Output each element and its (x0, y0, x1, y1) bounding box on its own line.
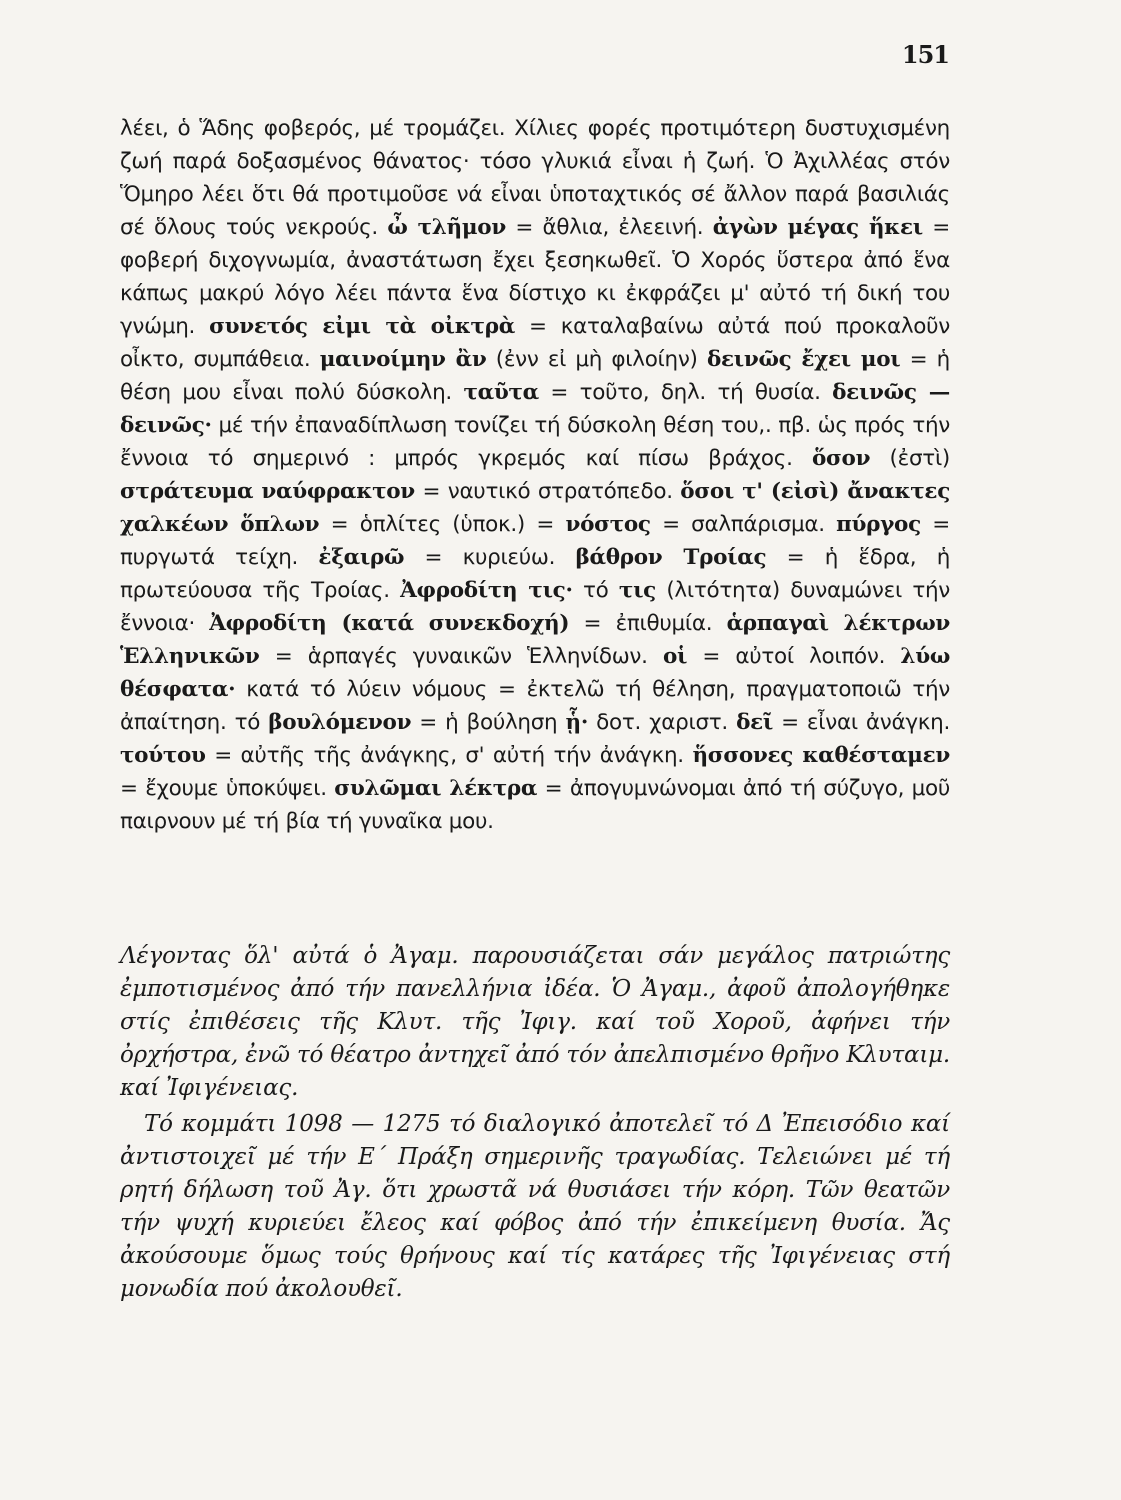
lemma-term: τις (618, 578, 656, 603)
gloss-text: = ἔχουμε ὑποκύψει. (120, 776, 335, 801)
lemma-term: βάθρον Τροίας (575, 545, 767, 570)
gloss-text: = αὐτοί λοιπόν. (687, 644, 901, 669)
gloss-text: (ἐνν εἰ μὴ φιλοίην) (486, 347, 707, 372)
lemma-term: ὅσοι τ' (εἰσὶ) ἄνακτες χαλκέων ὅπλων (120, 479, 950, 537)
gloss-text: τό (572, 578, 619, 603)
summary-paragraph-2: Τό κομμάτι 1098 — 1275 τό διαλογικό ἀποτελεῖ τό Δ Ἐπεισόδιο καί ἀντιστοιχεῖ μέ τήν Ε΄ Πράξη σημερινῆς τραγωδίας. Τελειώνει μέ τή ρητή δήλωση τοῦ Ἀγ. ὅτι χρωστᾶ νά θυσιάσει τήν κόρη. Τῶν θεατῶν τήν ψυχή κυριεύει ἔλεος καί φόβος ἀπό τήν ἐπικείμενη θυσία. Ἄς ἀκούσουμε ὅμως τούς θρήνους καί τίς κατάρες τῆς Ἰφιγένειας στή μονωδία πού ἀκολουθεῖ. (120, 1111, 950, 1302)
gloss-text: = σαλπάρισμα. (650, 512, 837, 537)
gloss-text: = ἐπιθυμία. (569, 611, 727, 636)
lemma-term: ἐξαιρῶ (318, 545, 405, 570)
lemma-term: ἁρπαγαὶ λέκτρων Ἑλληνικῶν (120, 611, 950, 669)
lemma-term: δεινῶς — δεινῶς· (120, 380, 950, 438)
commentary-paragraph (120, 112, 950, 838)
lemma-term: στράτευμα ναύφρακτον (120, 479, 415, 504)
lemma-term: ᾗ· (565, 710, 589, 735)
page-number: 151 (901, 40, 949, 69)
gloss-text: = αὐτῆς τῆς ἀνάγκης, σ' αὐτή τήν ἀνάγκη. (205, 743, 693, 768)
gloss-text: = ἡ θέση μου εἶναι πολύ δύσκολη. (120, 347, 950, 405)
gloss-text: = φοβερή διχογνωμία, ἀναστάτωση ἔχει ξεσηκωθεῖ. Ὁ Χορός ὕστερα ἀπό ἕνα κάπως μακρύ λόγο λέει πάντα ἕνα δίστιχο κι ἐκφράζει μ' αὐτό τή δική του γνώμη. (120, 215, 950, 339)
lemma-term: βουλόμενον (268, 710, 412, 735)
lemma-term: μαινοίμην ἂν (319, 347, 487, 372)
gloss-text: = ἡ βούληση (411, 710, 566, 735)
lemma-term: συνετός εἰμι τὰ οἰκτρὰ (209, 314, 515, 339)
gloss-text: = τοῦτο, δηλ. τή θυσία. (538, 380, 833, 405)
lemma-term: λύω θέσφατα· (120, 644, 950, 702)
lemma-term: δεῖ (736, 710, 773, 735)
lemma-term: ἀγὼν μέγας ἥκει (712, 215, 923, 240)
gloss-text: = ἁρπαγές γυναικῶν Ἑλληνίδων. (259, 644, 663, 669)
lemma-term: δεινῶς ἔχει μοι (706, 347, 901, 372)
gloss-text: (λιτότητα) δυναμώνει τήν ἔννοια· (120, 578, 950, 636)
gloss-text: = καταλαβαίνω αὐτά πού προκαλοῦν οἶκτο, συμπάθεια. (120, 314, 950, 372)
gloss-text: (ἐστὶ) (870, 446, 951, 471)
gloss-text: = ἡ ἕδρα, ἡ πρωτεύουσα τῆς Τροίας. (120, 545, 951, 603)
gloss-text: δοτ. χαριστ. (588, 710, 737, 735)
gloss-text: = εἶναι ἀνάγκη. (773, 710, 951, 735)
gloss-text: = ἄθλια, ἐλεεινή. (505, 215, 713, 240)
gloss-text: = ἀπογυμνώνομαι ἀπό τή σύζυγο, μοῦ παιρνουν μέ τή βία τή γυναῖκα μου. (120, 776, 950, 834)
lemma-term: Ἀφροδίτη τις· (400, 578, 573, 603)
gloss-text: = πυργωτά τείχη. (120, 512, 950, 570)
lemma-term: ταῦτα (463, 380, 539, 405)
lemma-term: Ἀφροδίτη (κατά συνεκδοχή) (209, 611, 570, 636)
lemma-term: ἥσσονες καθέσταμεν (692, 743, 950, 768)
gloss-text: λέει, ὁ Ἅδης φοβερός, μέ τρομάζει. Χίλιες φορές προτιμότερη δυστυχισμένη ζωή παρά δοξασμένος θάνατος· τόσο γλυκιά εἶναι ἡ ζωή. Ὁ Ἀχιλλέας στόν Ὅμηρο λέει ὅτι θά προτιμοῦσε νά εἶναι ὑποταχτικός σέ ἄλλον παρά βασιλιάς σέ ὅλους τούς νεκρούς. (120, 116, 950, 240)
gloss-text: κατά τό λύειν νόμους = ἐκτελῶ τή θέληση, πραγματοποιῶ τήν ἀπαίτηση. τό (120, 677, 950, 735)
gloss-text: = ναυτικό στρατόπεδο. (414, 479, 681, 504)
lemma-term: συλῶμαι λέκτρα (334, 776, 538, 801)
gloss-text: = κυριεύω. (404, 545, 576, 570)
summary-paragraph-1: Λέγοντας ὅλ' αὐτά ὁ Ἀγαμ. παρουσιάζεται σάν μεγάλος πατριώτης ἐμποτισμένος ἀπό τήν πανελλήνια ἰδέα. Ὁ Ἀγαμ., ἀφοῦ ἀπολογήθηκε στίς ἐπιθέσεις τῆς Κλυτ. τῆς Ἰφιγ. καί τοῦ Χοροῦ, ἀφήνει τήν ὀρχήστρα, ἐνῶ τό θέατρο ἀντηχεῖ ἀπό τόν ἀπελπισμένο θρῆνο Κλυταιμ. καί Ἰφιγένειας. (120, 943, 950, 1101)
lemma-term: νόστος (565, 512, 651, 537)
lemma-term: τούτου (120, 743, 206, 768)
gloss-text: μέ τήν ἐπαναδίπλωση τονίζει τή δύσκολη θέση του,. πβ. ὡς πρός τήν ἔννοια τό σημερινό : μπρός γκρεμός καί πίσω βράχος. (120, 413, 950, 471)
lemma-term: πύργος (836, 512, 921, 537)
gloss-text: = ὁπλίτες (ὑποκ.) = (319, 512, 566, 537)
lemma-term: οἱ (662, 644, 688, 669)
lemma-term: ὦ τλῆμον (387, 215, 506, 240)
lemma-term: ὅσον (811, 446, 871, 471)
